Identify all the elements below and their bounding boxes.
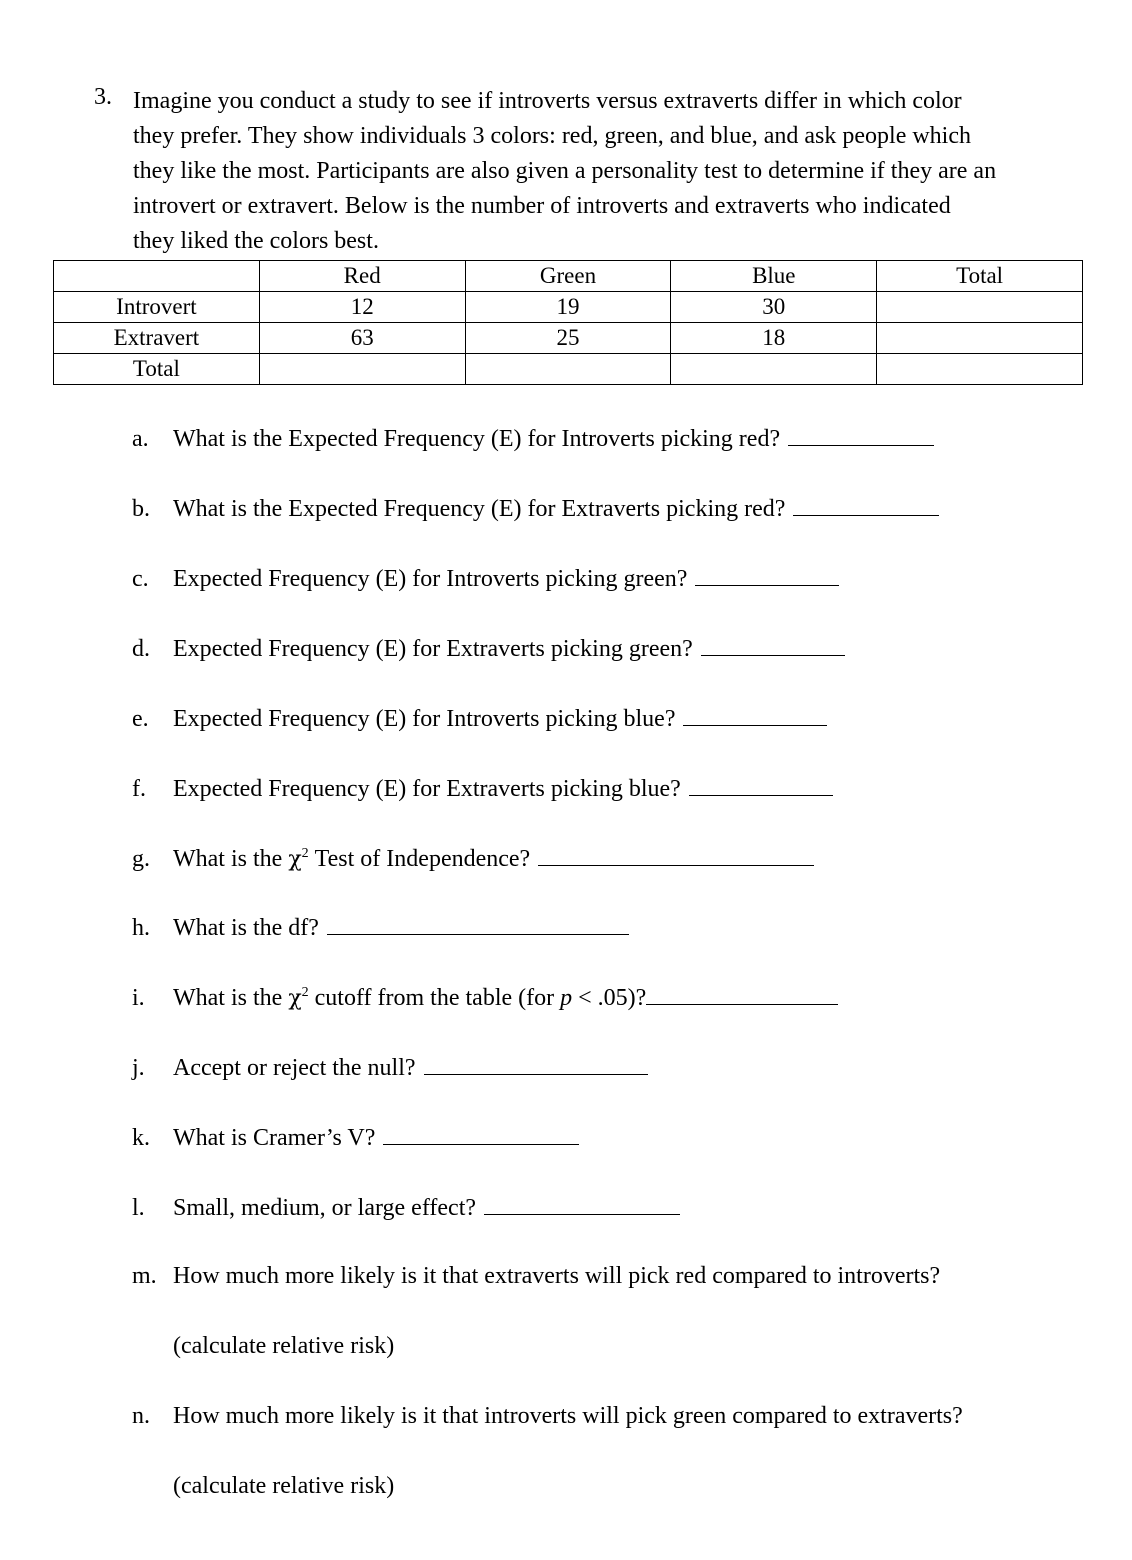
question-c xyxy=(132,563,839,594)
table-row xyxy=(54,323,1083,354)
question-subtext: (calculate relative risk) xyxy=(173,1473,395,1499)
answer-blank[interactable] xyxy=(424,1052,648,1075)
answer-blank[interactable] xyxy=(695,563,839,586)
table-header-cell xyxy=(54,261,260,292)
table-cell: 63 xyxy=(259,323,465,354)
question-letter: c. xyxy=(132,566,149,592)
answer-blank[interactable] xyxy=(788,423,934,446)
row-label: Extravert xyxy=(54,323,260,354)
answer-blank[interactable] xyxy=(383,1122,579,1145)
question-m xyxy=(132,1261,940,1291)
question-text: What is the Expected Frequency (E) for Extraverts picking red? xyxy=(173,496,786,522)
question-text: What is the xyxy=(173,846,289,872)
answer-blank[interactable] xyxy=(701,633,845,656)
question-e xyxy=(132,703,827,734)
answer-blank[interactable] xyxy=(646,982,838,1005)
question-text: How much more likely is it that introverts will pick green compared to extraverts? xyxy=(173,1403,963,1429)
question-text: Expected Frequency (E) for Introverts picking blue? xyxy=(173,706,676,732)
table-header-row xyxy=(54,261,1083,292)
question-text: What is the Expected Frequency (E) for Introverts picking red? xyxy=(173,426,781,452)
question-letter: e. xyxy=(132,706,149,732)
superscript: 2 xyxy=(301,985,309,1000)
question-letter: b. xyxy=(132,496,150,522)
question-text: Accept or reject the null? xyxy=(173,1055,416,1081)
answer-blank[interactable] xyxy=(484,1192,680,1215)
table-cell xyxy=(671,354,877,385)
problem-intro xyxy=(133,84,1088,259)
question-m-sub xyxy=(173,1331,394,1361)
question-letter: d. xyxy=(132,636,150,662)
question-text: Expected Frequency (E) for Extraverts picking green? xyxy=(173,636,693,662)
question-text: Small, medium, or large effect? xyxy=(173,1195,477,1221)
p-symbol: p xyxy=(560,985,573,1011)
table-row xyxy=(54,292,1083,323)
chi-symbol: χ xyxy=(288,986,302,1011)
table-cell xyxy=(877,354,1083,385)
question-text: How much more likely is it that extraverts will pick red compared to introverts? xyxy=(173,1263,941,1289)
question-text: What is the xyxy=(173,985,289,1011)
question-text: What is the df? xyxy=(173,915,319,941)
frequency-table xyxy=(53,260,1083,385)
table-cell: 19 xyxy=(465,292,671,323)
question-letter: l. xyxy=(132,1195,145,1221)
table-cell xyxy=(877,292,1083,323)
question-subtext: (calculate relative risk) xyxy=(173,1333,395,1359)
table-cell xyxy=(877,323,1083,354)
question-d xyxy=(132,633,845,664)
question-h xyxy=(132,912,629,943)
table-cell xyxy=(465,354,671,385)
answer-blank[interactable] xyxy=(683,703,827,726)
problem-number: 3. xyxy=(94,84,112,110)
question-letter: j. xyxy=(132,1055,145,1081)
question-text: < .05)? xyxy=(572,985,647,1011)
question-j xyxy=(132,1052,648,1083)
question-letter: f. xyxy=(132,776,146,802)
question-text: What is Cramer’s V? xyxy=(173,1125,376,1151)
question-text: cutoff from the table (for xyxy=(308,985,561,1011)
answer-blank[interactable] xyxy=(327,912,629,935)
question-b xyxy=(132,493,939,524)
question-l xyxy=(132,1192,680,1223)
table-header-cell: Red xyxy=(259,261,465,292)
question-text: Test of Independence? xyxy=(308,846,531,872)
intro-line: they like the most. Participants are also given a personality test to determine if they are an xyxy=(133,158,997,184)
answer-blank[interactable] xyxy=(689,773,833,796)
table-cell: 12 xyxy=(259,292,465,323)
table-header-cell: Total xyxy=(877,261,1083,292)
chi-symbol: χ xyxy=(288,847,302,872)
row-label: Total xyxy=(54,354,260,385)
table-cell: 30 xyxy=(671,292,877,323)
question-letter: i. xyxy=(132,985,145,1011)
table-cell xyxy=(259,354,465,385)
question-g xyxy=(132,843,814,875)
table-cell: 18 xyxy=(671,323,877,354)
table-row xyxy=(54,354,1083,385)
question-letter: n. xyxy=(132,1403,150,1429)
answer-blank[interactable] xyxy=(538,843,814,866)
question-a xyxy=(132,423,934,454)
answer-blank[interactable] xyxy=(793,493,939,516)
question-text: Expected Frequency (E) for Introverts picking green? xyxy=(173,566,688,592)
question-letter: k. xyxy=(132,1125,150,1151)
question-letter: g. xyxy=(132,846,150,872)
table-header-cell: Blue xyxy=(671,261,877,292)
superscript: 2 xyxy=(301,846,309,861)
table-cell: 25 xyxy=(465,323,671,354)
intro-line: they liked the colors best. xyxy=(133,228,379,254)
question-letter: m. xyxy=(132,1263,157,1289)
question-text: Expected Frequency (E) for Extraverts picking blue? xyxy=(173,776,681,802)
intro-line: they prefer. They show individuals 3 colors: red, green, and blue, and ask people which xyxy=(133,123,971,149)
row-label: Introvert xyxy=(54,292,260,323)
question-n xyxy=(132,1401,963,1431)
intro-line: introvert or extravert. Below is the number of introverts and extraverts who indicated xyxy=(133,193,951,219)
intro-line: Imagine you conduct a study to see if introverts versus extraverts differ in which color xyxy=(133,88,962,114)
question-n-sub xyxy=(173,1471,394,1501)
question-letter: h. xyxy=(132,915,150,941)
question-i xyxy=(132,982,838,1014)
problem-statement xyxy=(94,84,1094,259)
table-header-cell: Green xyxy=(465,261,671,292)
question-k xyxy=(132,1122,579,1153)
question-letter: a. xyxy=(132,426,149,452)
question-f xyxy=(132,773,833,804)
